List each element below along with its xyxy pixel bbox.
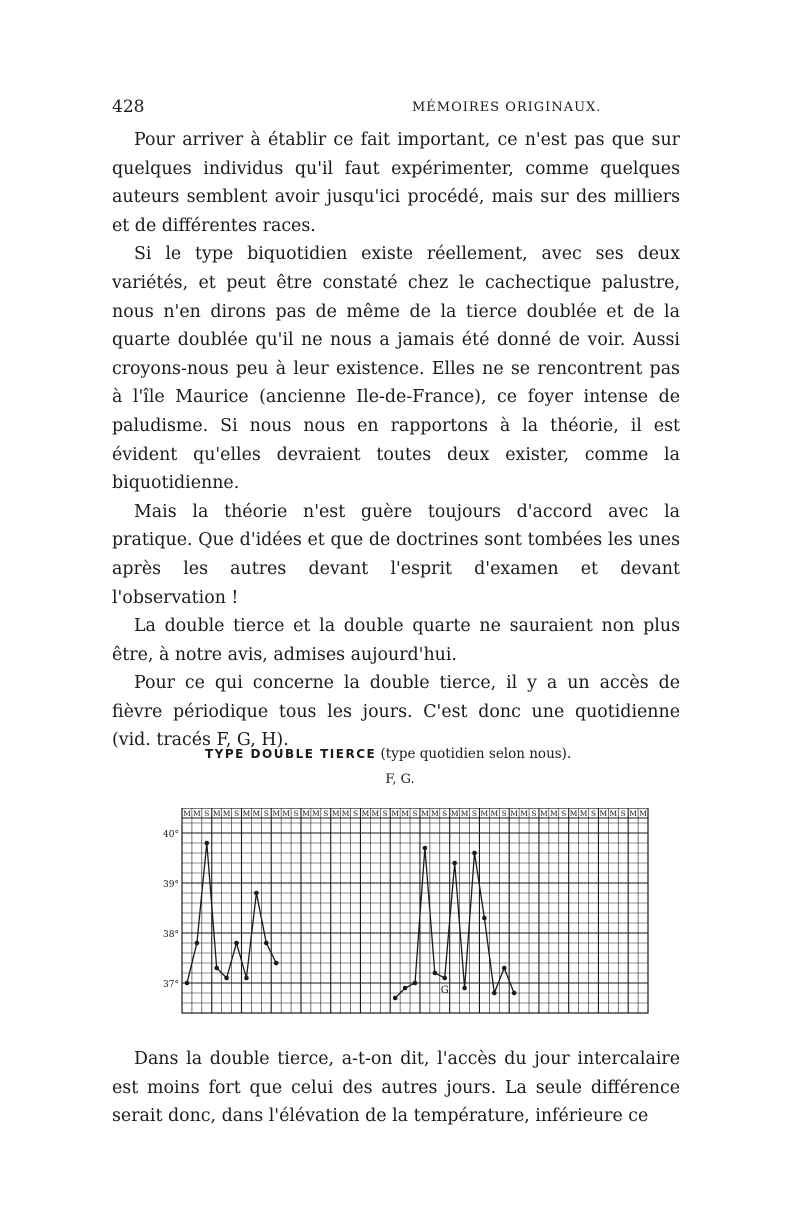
- data-point: [492, 991, 497, 996]
- x-header-label: M: [183, 809, 191, 818]
- data-point: [452, 861, 457, 866]
- data-point: [502, 966, 507, 971]
- x-header-label: S: [471, 809, 478, 818]
- x-header-label: M: [193, 809, 201, 818]
- x-header-label: M: [430, 809, 439, 818]
- x-header-label: M: [302, 809, 310, 818]
- x-header-label: M: [520, 809, 528, 818]
- paragraph: Si le type biquotidien existe réellement, avec ses deux variétés, et peut être constaté chez le cachectique palustre, nous n'en dirons pas de même de la tierce doublée et de la quarte doublée qu'il ne nous a jamais été donné de voir. Aussi croyons-nous peu à leur existence. Elles ne se rencontrent pas à l'île Maurice (ancienne Ile-de-France), ce foyer intense de paludisme. Si nous nous en rapportons à la théorie, il est évident qu'elles devraient toutes deux exister, comme la biquotidienne.: [112, 244, 680, 494]
- data-point: [224, 976, 229, 981]
- x-header-label: M: [222, 809, 231, 818]
- data-point: [244, 976, 249, 981]
- paragraph: La double tierce et la double quarte ne sauraient non plus être, à notre avis, admises aujourd'hui.: [112, 616, 680, 665]
- x-header-label: M: [629, 809, 637, 818]
- x-header-label: M: [599, 809, 608, 818]
- x-header-label: M: [569, 809, 578, 818]
- x-header-label: M: [341, 809, 350, 818]
- x-header-label: M: [609, 809, 618, 818]
- x-header-label: M: [510, 809, 518, 818]
- x-header-label: S: [263, 809, 269, 818]
- x-header-label: M: [252, 809, 261, 818]
- chart-annotation: G: [440, 985, 449, 996]
- data-point: [413, 981, 418, 986]
- x-header-label: S: [293, 809, 299, 818]
- body-text-bottom: [112, 1045, 680, 1131]
- data-point: [423, 846, 428, 851]
- x-header-label: M: [401, 809, 409, 818]
- data-point: [195, 941, 200, 946]
- figure-caption-rest: (type quotidien selon nous).: [376, 746, 572, 762]
- x-header-label: M: [549, 809, 558, 818]
- x-header-label: M: [312, 809, 320, 818]
- figure-caption-title: TYPE DOUBLE TIERCE: [205, 747, 377, 761]
- y-tick-label: 39°: [163, 880, 179, 890]
- data-point: [254, 891, 259, 896]
- x-header-label: M: [242, 809, 251, 818]
- x-header-label: M: [331, 809, 340, 818]
- y-tick-label: 37°: [163, 980, 179, 990]
- x-header-label: S: [442, 809, 448, 818]
- x-header-label: S: [204, 809, 210, 818]
- x-header-label: M: [391, 809, 400, 818]
- paragraph: Pour arriver à établir ce fait important, ce n'est pas que sur quelques individus qu'il faut expérimenter, comme quelques auteurs semblent avoir jusqu'ici procédé, mais sur des milliers et de différentes races.: [112, 130, 680, 236]
- x-header-label: M: [450, 809, 459, 818]
- figure-caption: [205, 746, 675, 762]
- x-header-label: S: [561, 809, 567, 818]
- paragraph: Dans la double tierce, a-t-on dit, l'accès du jour intercalaire est moins fort que celui des autres jours. La seule différence serait donc, dans l'élévation de la température, inférieure ce: [112, 1049, 680, 1127]
- data-point: [433, 971, 438, 976]
- x-header-label: S: [620, 809, 626, 818]
- x-header-label: S: [323, 809, 329, 818]
- data-point: [442, 976, 447, 981]
- x-header-label: M: [579, 809, 588, 818]
- x-header-label: S: [590, 809, 597, 818]
- data-point: [274, 961, 279, 966]
- x-header-label: M: [421, 809, 429, 818]
- x-header-label: M: [480, 809, 489, 818]
- data-point: [403, 986, 408, 991]
- x-header-label: M: [272, 809, 281, 818]
- data-point: [204, 841, 209, 846]
- figure-subtitle: F, G.: [385, 772, 415, 787]
- x-header-label: M: [540, 809, 548, 818]
- page-number: 428: [112, 97, 145, 117]
- x-header-label: M: [639, 809, 647, 818]
- running-head: MÉMOIRES ORIGINAUX.: [412, 100, 602, 115]
- data-point: [462, 986, 467, 991]
- data-point: [234, 941, 239, 946]
- data-point: [214, 966, 219, 971]
- data-point: [264, 941, 269, 946]
- x-header-label: M: [282, 809, 290, 818]
- x-header-label: M: [490, 809, 499, 818]
- x-header-label: S: [501, 809, 507, 818]
- data-point: [185, 981, 190, 986]
- x-header-label: M: [361, 809, 370, 818]
- temperature-chart: [150, 808, 660, 1018]
- data-point: [482, 916, 487, 921]
- x-header-label: M: [371, 809, 380, 818]
- data-point: [472, 851, 477, 856]
- y-tick-label: 40°: [163, 830, 179, 840]
- paragraph: Mais la théorie n'est guère toujours d'accord avec la pratique. Que d'idées et que de doctrines sont tombées les unes après les autres devant l'esprit d'examen et devant l'observation !: [112, 501, 680, 608]
- x-header-label: S: [233, 809, 240, 818]
- x-header-label: S: [531, 809, 537, 818]
- paragraph: Pour ce qui concerne la double tierce, il y a un accès de fièvre périodique tous les jours. C'est donc une quotidienne (vid. tracés F, G, H).: [112, 673, 680, 751]
- x-header-label: M: [460, 809, 469, 818]
- x-header-label: M: [212, 809, 221, 818]
- x-header-label: S: [352, 809, 359, 818]
- data-point: [512, 991, 517, 996]
- page-header: [112, 97, 692, 123]
- body-text-top: [112, 126, 680, 755]
- x-header-label: S: [382, 809, 388, 818]
- x-header-label: S: [412, 809, 418, 818]
- y-tick-label: 38°: [163, 930, 179, 940]
- data-point: [393, 996, 398, 1001]
